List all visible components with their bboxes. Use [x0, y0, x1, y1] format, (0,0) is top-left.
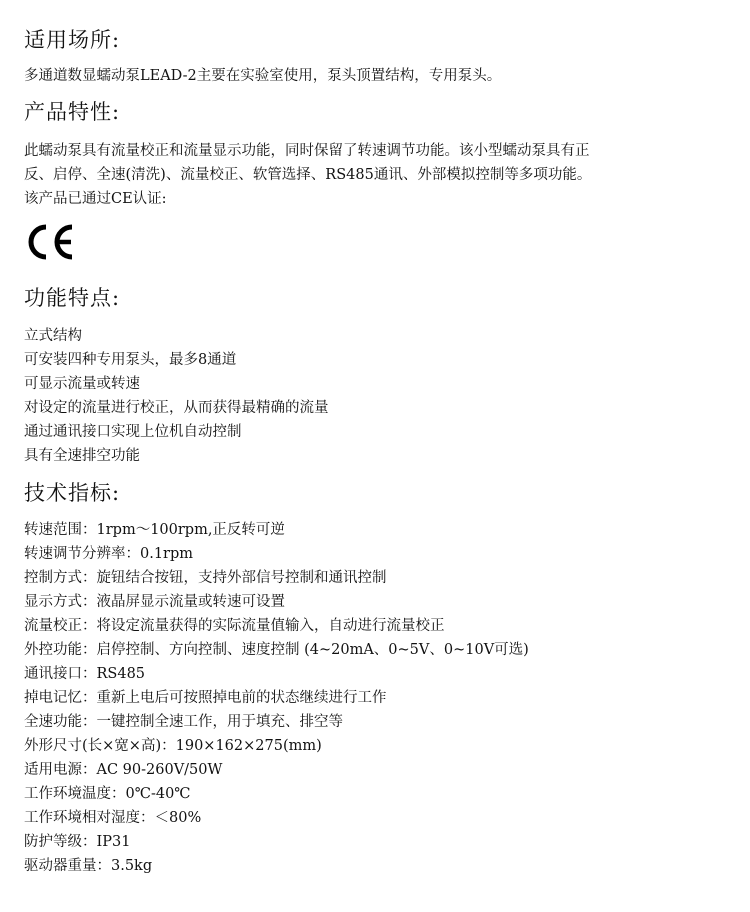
- spec-item: 转速调节分辨率：0.1rpm: [24, 546, 194, 562]
- functions-heading: 功能特点:: [24, 286, 121, 310]
- features-line-3: 该产品已通过CE认证:: [24, 191, 167, 207]
- functions-item: 通过通讯接口实现上位机自动控制: [24, 424, 242, 440]
- features-line-2: 反、启停、全速(清洗)、流量校正、软管选择、RS485通讯、外部模拟控制等多项功能。: [24, 167, 592, 183]
- spec-item: 通讯接口：RS485: [24, 666, 146, 682]
- spec-item: 适用电源：AC 90-260V/50W: [24, 762, 223, 778]
- spec-item: 工作环境相对湿度：＜80%: [24, 810, 202, 826]
- functions-item: 可安装四种专用泵头，最多8通道: [24, 352, 237, 368]
- spec-item: 流量校正：将设定流量获得的实际流量值输入，自动进行流量校正: [24, 618, 445, 634]
- ce-mark-icon: [24, 222, 78, 262]
- features-heading: 产品特性:: [24, 100, 121, 124]
- functions-item: 具有全速排空功能: [24, 448, 140, 464]
- functions-item: 立式结构: [24, 328, 82, 344]
- spec-item: 外控功能：启停控制、方向控制、速度控制 (4~20mA、0~5V、0~10V可选): [24, 642, 529, 658]
- spec-item: 外形尺寸(长×宽×高)：190×162×275(mm): [24, 738, 322, 754]
- usage-text: 多通道数显蠕动泵LEAD-2主要在实验室使用，泵头顶置结构，专用泵头。: [24, 68, 502, 84]
- spec-item: 全速功能：一键控制全速工作，用于填充、排空等: [24, 714, 343, 730]
- functions-item: 可显示流量或转速: [24, 376, 140, 392]
- specs-heading: 技术指标:: [24, 481, 121, 505]
- features-line-1: 此蠕动泵具有流量校正和流量显示功能，同时保留了转速调节功能。该小型蠕动泵具有正: [24, 143, 590, 159]
- functions-item: 对设定的流量进行校正，从而获得最精确的流量: [24, 400, 329, 416]
- spec-item: 显示方式：液晶屏显示流量或转速可设置: [24, 594, 285, 610]
- spec-item: 控制方式：旋钮结合按钮，支持外部信号控制和通讯控制: [24, 570, 387, 586]
- usage-heading: 适用场所:: [24, 28, 121, 52]
- spec-item: 防护等级：IP31: [24, 834, 131, 850]
- spec-item: 转速范围：1rpm～100rpm,正反转可逆: [24, 522, 285, 538]
- spec-item: 工作环境温度：0℃-40℃: [24, 786, 191, 802]
- spec-item: 掉电记忆：重新上电后可按照掉电前的状态继续进行工作: [24, 690, 387, 706]
- spec-item: 驱动器重量：3.5kg: [24, 858, 153, 874]
